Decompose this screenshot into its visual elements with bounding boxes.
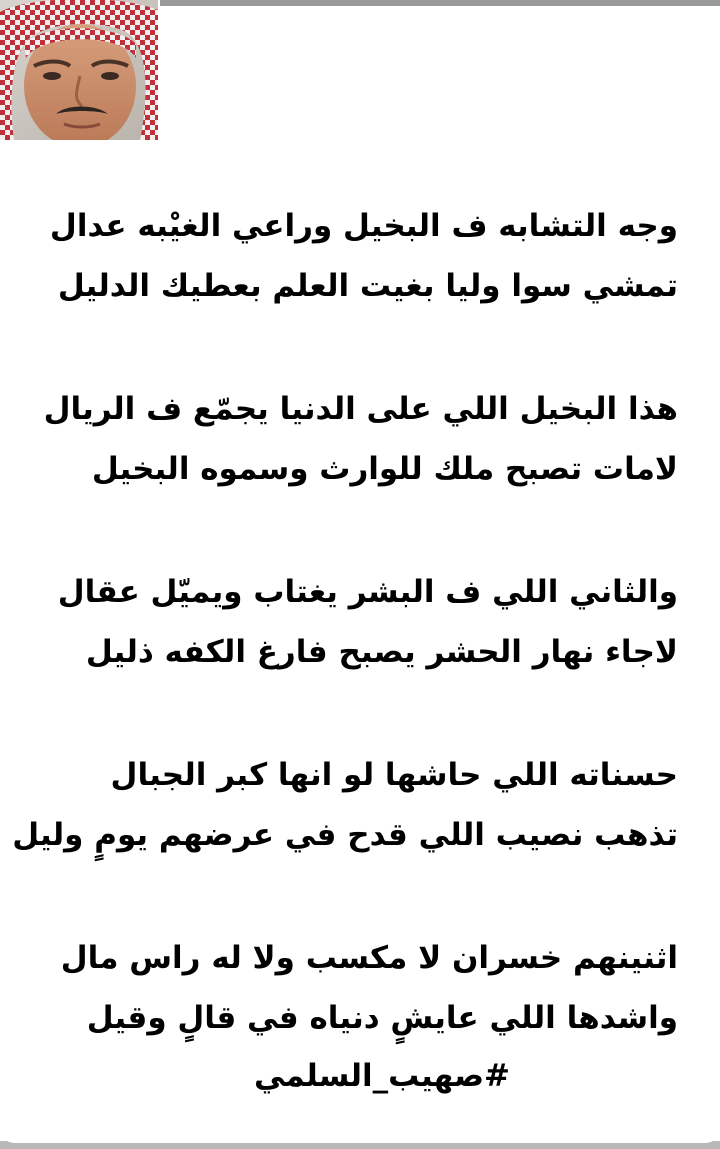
verse-line: تذهب نصيب اللي قدح في عرضهم يومٍ وليل xyxy=(12,817,678,853)
stanza-4 xyxy=(12,745,678,865)
bottom-rounded-edge xyxy=(0,1129,720,1143)
stanza-5 xyxy=(40,928,678,1104)
verse-line: وجه التشابه ف البخيل وراعي الغيْبه عدال xyxy=(49,208,678,244)
stanza-1 xyxy=(40,196,678,316)
verse-line: تمشي سوا وليا بغيت العلم بعطيك الدليل xyxy=(57,268,678,304)
poet-signature-hashtag: #صهيب_السلمي xyxy=(254,1058,510,1094)
verse-line: والثاني اللي ف البشر يغتاب ويميّل عقال xyxy=(57,574,678,610)
top-divider xyxy=(160,0,720,6)
stanza-2 xyxy=(40,379,678,499)
poem-text xyxy=(12,196,678,1104)
verse-line: هذا البخيل اللي على الدنيا يجمّع ف الريال xyxy=(43,391,678,427)
verse-line: لامات تصبح ملك للوارث وسموه البخيل xyxy=(91,451,678,487)
verse-line: حسناته اللي حاشها لو انها كبر الجبال xyxy=(110,757,678,793)
verse-line: اثنينهم خسران لا مكسب ولا له راس مال xyxy=(60,940,678,976)
verse-line: لاجاء نهار الحشر يصبح فارغ الكفه ذليل xyxy=(85,634,678,670)
author-portrait xyxy=(0,0,158,140)
portrait-illustration xyxy=(0,0,158,140)
stanza-3 xyxy=(40,562,678,682)
verse-line: واشدها اللي عايشٍ دنياه في قالٍ وقيل xyxy=(86,1000,678,1036)
